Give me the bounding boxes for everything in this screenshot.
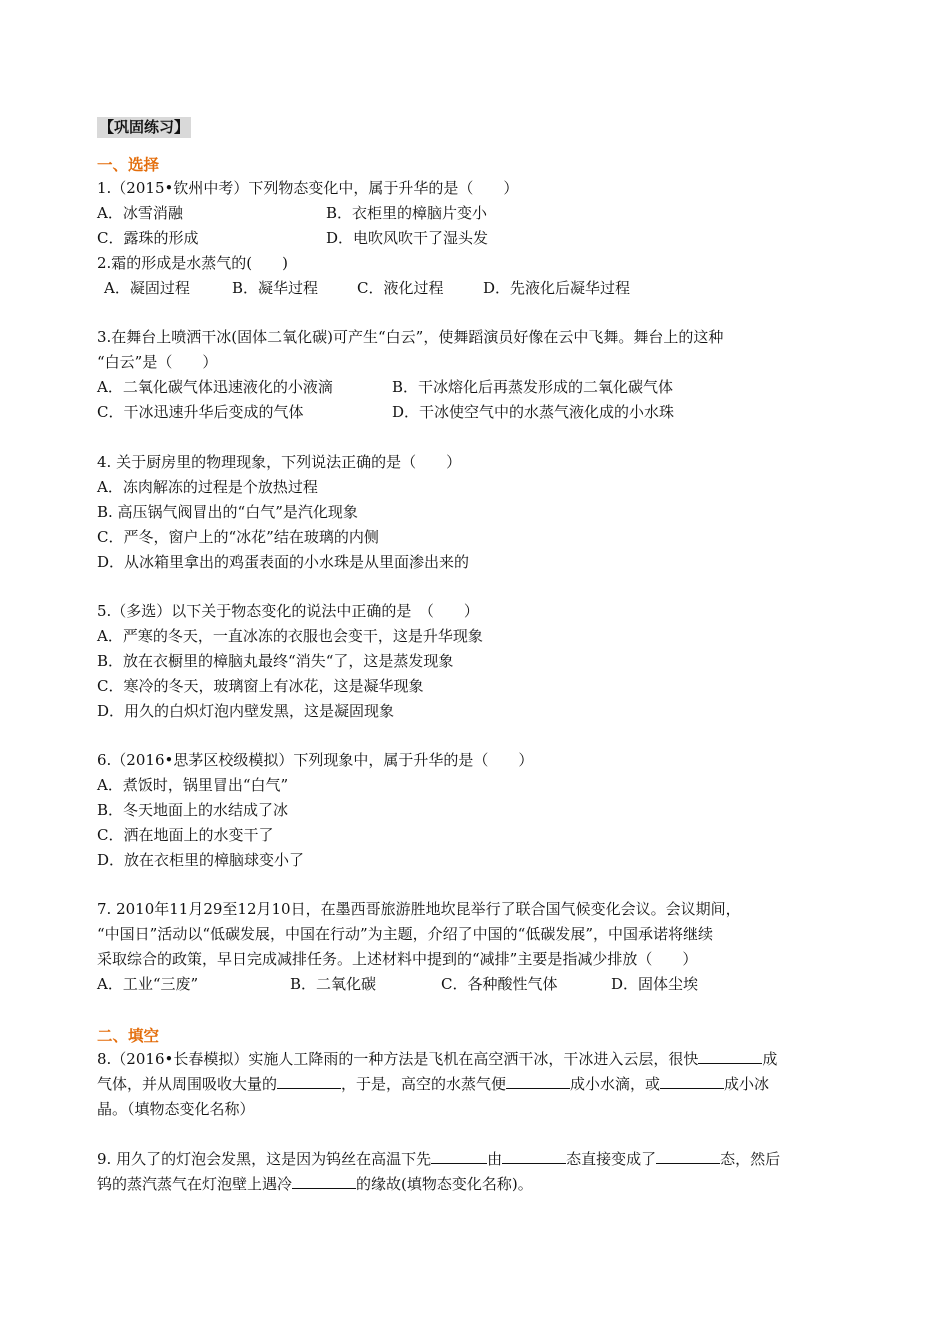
q4-option-a: A．冻肉解冻的过程是个放热过程 [97,478,318,496]
q8-line1 [97,1049,777,1069]
q7-stem-line2: “中国日”活动以“低碳发展，中国在行动”为主题，介绍了中国的“低碳发展”，中国承诺将继续 [97,925,714,943]
q6-option-b: B．冬天地面上的水结成了冰 [97,801,289,819]
q1-option-c: C．露珠的形成 [97,229,199,247]
q4-stem: 4. 关于厨房里的物理现象，下列说法正确的是（ ） [97,453,462,471]
q7-option-c: C．各种酸性气体 [441,975,558,993]
q3-option-b: B．干冰熔化后再蒸发形成的二氧化碳气体 [392,378,674,396]
practice-title-badge: 【巩固练习】 [99,118,190,136]
q8-text-5: 成小水滴，或 [570,1075,661,1093]
q8-text-1: 8.（2016•长春模拟）实施人工降雨的一种方法是飞机在高空洒干冰，干冰进入云层，很快 [97,1050,699,1068]
q1-option-b: B．衣柜里的樟脑片变小 [326,204,488,222]
q4-option-c: C．严冬，窗户上的“冰花”结在玻璃的内侧 [97,528,379,546]
q9-text-4: 态，然后 [720,1150,781,1168]
q4-option-b: B. 高压锅气阀冒出的“白气”是汽化现象 [97,503,358,521]
q7-stem-line3: 采取综合的政策，早日完成减排任务。上述材料中提到的“减排”主要是指减少排放（ ） [97,950,698,968]
q3-stem-line2: “白云”是（ ） [97,353,218,371]
q8-line3: 晶。（填物态变化名称） [97,1100,255,1118]
q8-text-6: 成小冰 [724,1075,770,1093]
q6-option-a: A．煮饭时，锅里冒出“白气” [97,776,289,794]
q6-stem: 6.（2016•思茅区校级模拟）下列现象中，属于升华的是（ ） [97,751,534,769]
q1-stem: 1.（2015•钦州中考）下列物态变化中，属于升华的是（ ） [97,179,519,197]
q7-stem-line1: 7. 2010年11月29至12月10日，在墨西哥旅游胜地坎昆举行了联合国气候变化会议。会议期间， [97,900,741,918]
q9-line2 [97,1174,533,1194]
q4-option-d: D．从冰箱里拿出的鸡蛋表面的小水珠是从里面渗出来的 [97,553,470,571]
q8-text-3: 气体，并从周围吸收大量的 [97,1075,278,1093]
q7-option-b: B．二氧化碳 [290,975,377,993]
q9-blank-3[interactable] [656,1149,720,1164]
q8-line2 [97,1074,769,1094]
q2-option-a: A．凝固过程 [104,279,190,297]
q5-option-a: A．严寒的冬天，一直冰冻的衣服也会变干，这是升华现象 [97,627,483,645]
q1-option-d: D．电吹风吹干了湿头发 [326,229,489,247]
q8-text-4: ，于是，高空的水蒸气便 [341,1075,507,1093]
q9-blank-4[interactable] [292,1174,356,1189]
q9-text-2: 由 [487,1150,503,1168]
q2-option-c: C．液化过程 [357,279,444,297]
q8-blank-1[interactable] [698,1049,762,1064]
q9-blank-2[interactable] [502,1149,566,1164]
q3-option-d: D．干冰使空气中的水蒸气液化成的小水珠 [392,403,675,421]
q5-stem: 5.（多选）以下关于物态变化的说法中正确的是 （ ） [97,602,479,620]
q1-option-a: A．冰雪消融 [97,204,183,222]
q6-option-c: C．洒在地面上的水变干了 [97,826,274,844]
q8-blank-4[interactable] [660,1074,724,1089]
q3-stem-line1: 3.在舞台上喷洒干冰(固体二氧化碳)可产生“白云”，使舞蹈演员好像在云中飞舞。舞台上的这种 [97,328,724,346]
q9-blank-1[interactable] [431,1149,487,1164]
q3-option-a: A．二氧化碳气体迅速液化的小液滴 [97,378,333,396]
section-fill-heading: 二、填空 [97,1027,160,1045]
q5-option-d: D．用久的白炽灯泡内壁发黑，这是凝固现象 [97,702,395,720]
q7-option-a: A．工业“三废” [97,975,199,993]
q9-line1 [97,1149,780,1169]
q2-stem: 2.霜的形成是水蒸气的( ) [97,254,289,272]
q9-text-3: 态直接变成了 [566,1150,657,1168]
q5-option-b: B．放在衣橱里的樟脑丸最终“消失“了，这是蒸发现象 [97,652,454,670]
q3-option-c: C．干冰迅速升华后变成的气体 [97,403,304,421]
q8-blank-3[interactable] [506,1074,570,1089]
q2-option-b: B．凝华过程 [232,279,319,297]
section-choice-heading: 一、选择 [97,156,160,174]
q6-option-d: D．放在衣柜里的樟脑球变小了 [97,851,305,869]
q9-text-5: 钨的蒸汽蒸气在灯泡壁上遇冷 [97,1175,293,1193]
q2-option-d: D．先液化后凝华过程 [483,279,631,297]
q8-text-2: 成 [762,1050,778,1068]
q5-option-c: C．寒冷的冬天，玻璃窗上有冰花，这是凝华现象 [97,677,424,695]
q8-blank-2[interactable] [277,1074,341,1089]
q7-option-d: D．固体尘埃 [611,975,699,993]
q9-text-1: 9. 用久了的灯泡会发黑，这是因为钨丝在高温下先 [97,1150,432,1168]
q9-text-6: 的缘故(填物态变化名称)。 [356,1175,533,1193]
